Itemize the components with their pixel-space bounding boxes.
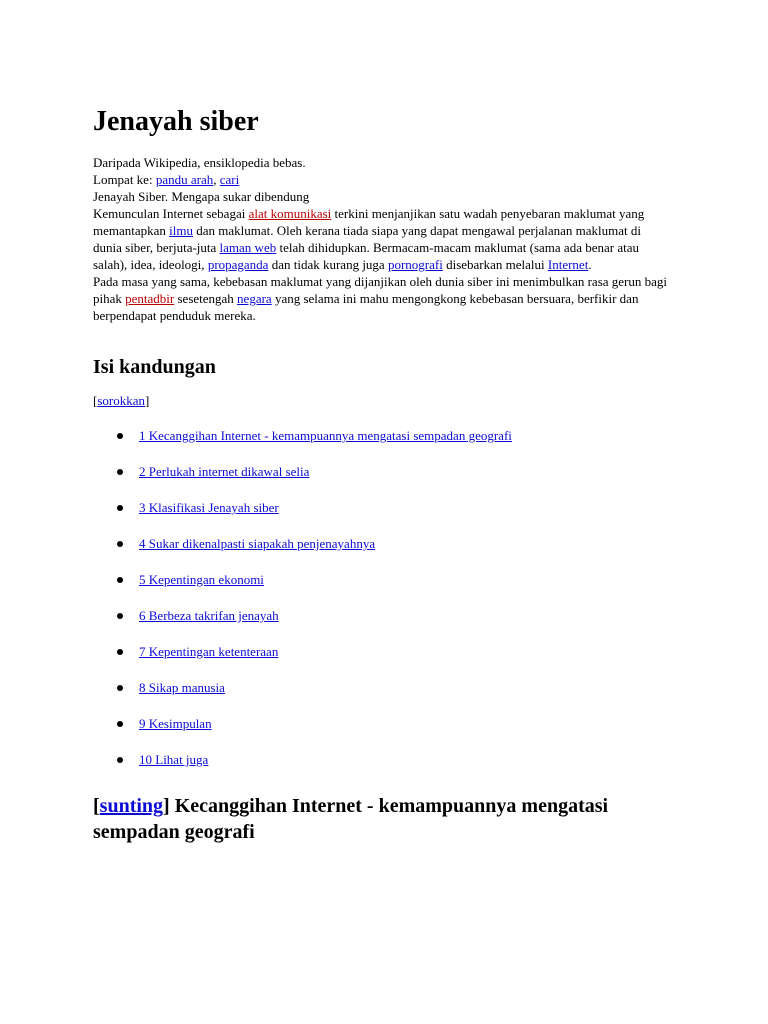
toc-toggle-close-bracket: ] — [145, 393, 150, 408]
toc-link-6[interactable]: 6 Berbeza takrifan jenayah — [139, 608, 279, 623]
toc-link-8[interactable]: 8 Sikap manusia — [139, 680, 225, 695]
bullet-icon — [117, 577, 123, 583]
toc-toggle — [93, 392, 673, 409]
p1-text-3: dan maklumat. Oleh kerana tiada siapa yang dapat mengawal perjalanan maklumat di dunia siber, berjuta-juta — [93, 223, 641, 255]
link-ilmu[interactable]: ilmu — [169, 223, 194, 238]
toc-item — [93, 751, 673, 787]
bullet-icon — [117, 757, 123, 763]
toc-item — [93, 643, 673, 679]
bullet-icon — [117, 721, 123, 727]
link-negara[interactable]: negara — [237, 291, 272, 306]
toc-link-3[interactable]: 3 Klasifikasi Jenayah siber — [139, 500, 279, 515]
toc-link-2[interactable]: 2 Perlukah internet dikawal selia — [139, 464, 310, 479]
link-pornografi[interactable]: pornografi — [387, 257, 443, 272]
search-link[interactable]: cari — [219, 172, 240, 187]
link-alat-komunikasi[interactable]: alat komunikasi — [248, 206, 332, 221]
p1-text-7: . — [588, 257, 592, 272]
paragraph-1 — [93, 205, 673, 273]
toc-item — [93, 715, 673, 751]
toc-link-7[interactable]: 7 Kepentingan ketenteraan — [139, 644, 279, 659]
toc-list — [93, 427, 673, 787]
jump-to-label: Lompat ke: — [93, 172, 156, 187]
bullet-icon — [117, 649, 123, 655]
p1-text-2: terkini menjanjikan satu wadah penyebaran maklumat yang memantapkan — [93, 206, 645, 238]
intro-line: Jenayah Siber. Mengapa sukar dibendung — [93, 189, 310, 204]
bullet-icon — [117, 685, 123, 691]
bullet-icon — [117, 541, 123, 547]
article — [93, 100, 673, 845]
toc-item — [93, 571, 673, 607]
toc-link-5[interactable]: 5 Kepentingan ekonomi — [139, 572, 264, 587]
p2-text-2: sesetengah — [174, 291, 238, 306]
page-title: Jenayah siber — [93, 106, 259, 137]
p2-text-1: Pada masa yang sama, kebebasan maklumat yang dijanjikan oleh dunia siber ini menimbulkan rasa gerun bagi pihak — [93, 274, 667, 306]
jump-to-links — [93, 171, 673, 188]
p1-text-4: telah dihidupkan. Bermacam-macam maklumat (sama ada benar atau salah), idea, ideologi, — [93, 240, 639, 272]
p1-text-5: dan tidak kurang juga — [268, 257, 388, 272]
site-subtitle: Daripada Wikipedia, ensiklopedia bebas. — [93, 155, 306, 170]
jump-separator: , — [213, 172, 220, 187]
paragraph-2 — [93, 273, 673, 324]
toc-title: Isi kandungan — [93, 356, 216, 378]
toc-link-1[interactable]: 1 Kecanggihan Internet - kemampuannya mengatasi sempadan geografi — [139, 428, 512, 443]
link-internet[interactable]: Internet — [547, 257, 589, 272]
section-edit-link[interactable]: sunting — [99, 795, 164, 817]
p1-text-1: Kemunculan Internet sebagai — [93, 206, 249, 221]
bullet-icon — [117, 469, 123, 475]
link-pentadbir[interactable]: pentadbir — [125, 291, 175, 306]
navigation-link[interactable]: pandu arah — [155, 172, 214, 187]
toc-item — [93, 499, 673, 535]
bullet-icon — [117, 613, 123, 619]
bullet-icon — [117, 505, 123, 511]
p1-text-6: disebarkan melalui — [442, 257, 548, 272]
section-edit-open-bracket: [ — [93, 795, 100, 817]
toc-item — [93, 427, 673, 463]
toc-link-4[interactable]: 4 Sukar dikenalpasti siapakah penjenayahnya — [139, 536, 376, 551]
section-edit-close-bracket: ] — [163, 795, 170, 817]
toc-toggle-open-bracket: [ — [93, 393, 98, 408]
link-propaganda[interactable]: propaganda — [207, 257, 269, 272]
link-laman-web[interactable]: laman web — [219, 240, 277, 255]
toc-link-10[interactable]: 10 Lihat juga — [139, 752, 209, 767]
toc-link-9[interactable]: 9 Kesimpulan — [139, 716, 212, 731]
toc-item — [93, 535, 673, 571]
section-title: Kecanggihan Internet - kemampuannya mengatasi sempadan geografi — [93, 795, 609, 843]
section-heading — [93, 793, 673, 845]
toc-item — [93, 463, 673, 499]
toc-item — [93, 607, 673, 643]
bullet-icon — [117, 433, 123, 439]
toc-hide-link[interactable]: sorokkan — [97, 393, 146, 408]
p2-text-3: yang selama ini mahu mengongkong kebebasan bersuara, berfikir dan berpendapat penduduk mereka. — [93, 291, 639, 323]
toc-item — [93, 679, 673, 715]
